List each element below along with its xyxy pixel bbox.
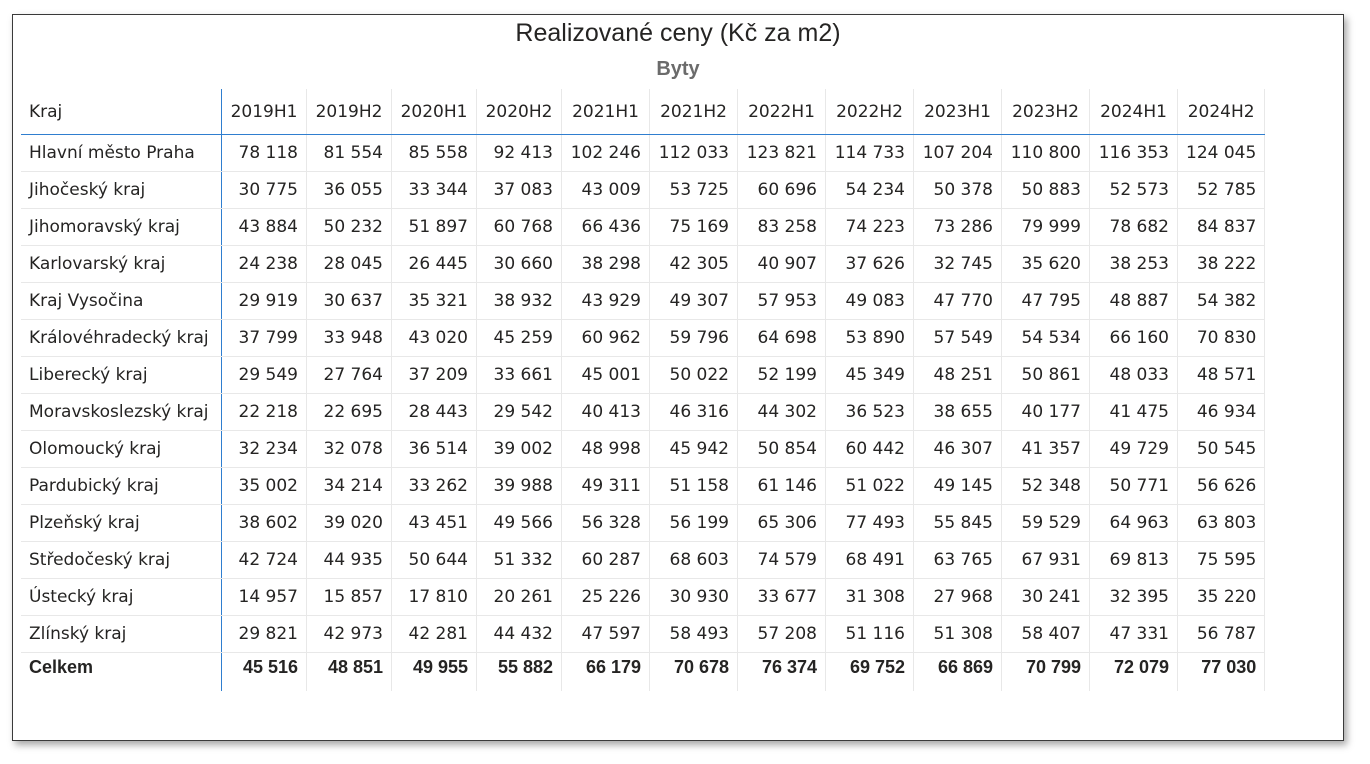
- value-cell: 52 573: [1090, 172, 1178, 209]
- value-cell: 38 298: [562, 246, 650, 283]
- value-cell: 35 620: [1002, 246, 1090, 283]
- total-cell: 48 851: [307, 653, 392, 692]
- table-row: [21, 505, 1265, 542]
- table-row: [21, 431, 1265, 468]
- value-cell: 32 395: [1090, 579, 1178, 616]
- value-cell: 35 002: [222, 468, 307, 505]
- value-cell: 66 436: [562, 209, 650, 246]
- value-cell: 57 953: [738, 283, 826, 320]
- value-cell: 26 445: [392, 246, 477, 283]
- value-cell: 83 258: [738, 209, 826, 246]
- value-cell: 56 199: [650, 505, 738, 542]
- value-cell: 66 160: [1090, 320, 1178, 357]
- value-cell: 25 226: [562, 579, 650, 616]
- value-cell: 59 796: [650, 320, 738, 357]
- value-cell: 64 963: [1090, 505, 1178, 542]
- column-header[interactable]: 2020H2: [477, 89, 562, 135]
- value-cell: 63 803: [1178, 505, 1265, 542]
- value-cell: 50 883: [1002, 172, 1090, 209]
- value-cell: 84 837: [1178, 209, 1265, 246]
- value-cell: 48 887: [1090, 283, 1178, 320]
- total-cell: 66 179: [562, 653, 650, 692]
- value-cell: 29 821: [222, 616, 307, 653]
- row-label: Středočeský kraj: [21, 542, 222, 579]
- value-cell: 114 733: [826, 135, 914, 172]
- value-cell: 42 973: [307, 616, 392, 653]
- value-cell: 112 033: [650, 135, 738, 172]
- value-cell: 38 253: [1090, 246, 1178, 283]
- row-label: Ústecký kraj: [21, 579, 222, 616]
- value-cell: 79 999: [1002, 209, 1090, 246]
- value-cell: 37 799: [222, 320, 307, 357]
- total-cell: 77 030: [1178, 653, 1265, 692]
- value-cell: 60 962: [562, 320, 650, 357]
- value-cell: 54 534: [1002, 320, 1090, 357]
- value-cell: 124 045: [1178, 135, 1265, 172]
- value-cell: 14 957: [222, 579, 307, 616]
- value-cell: 15 857: [307, 579, 392, 616]
- value-cell: 50 545: [1178, 431, 1265, 468]
- chart-title: Realizované ceny (Kč za m2): [515, 19, 841, 47]
- total-cell: 55 882: [477, 653, 562, 692]
- value-cell: 47 597: [562, 616, 650, 653]
- column-header[interactable]: 2021H1: [562, 89, 650, 135]
- value-cell: 60 696: [738, 172, 826, 209]
- value-cell: 50 378: [914, 172, 1002, 209]
- value-cell: 47 770: [914, 283, 1002, 320]
- value-cell: 44 302: [738, 394, 826, 431]
- value-cell: 52 199: [738, 357, 826, 394]
- value-cell: 40 177: [1002, 394, 1090, 431]
- value-cell: 45 001: [562, 357, 650, 394]
- value-cell: 59 529: [1002, 505, 1090, 542]
- value-cell: 37 083: [477, 172, 562, 209]
- value-cell: 85 558: [392, 135, 477, 172]
- value-cell: 30 775: [222, 172, 307, 209]
- row-label: Jihočeský kraj: [21, 172, 222, 209]
- value-cell: 47 331: [1090, 616, 1178, 653]
- value-cell: 41 357: [1002, 431, 1090, 468]
- value-cell: 48 571: [1178, 357, 1265, 394]
- value-cell: 30 637: [307, 283, 392, 320]
- column-header[interactable]: 2019H1: [222, 89, 307, 135]
- value-cell: 32 745: [914, 246, 1002, 283]
- value-cell: 52 348: [1002, 468, 1090, 505]
- value-cell: 63 765: [914, 542, 1002, 579]
- value-cell: 60 768: [477, 209, 562, 246]
- total-cell: 72 079: [1090, 653, 1178, 692]
- value-cell: 74 579: [738, 542, 826, 579]
- value-cell: 43 929: [562, 283, 650, 320]
- value-cell: 51 158: [650, 468, 738, 505]
- value-cell: 50 022: [650, 357, 738, 394]
- value-cell: 49 083: [826, 283, 914, 320]
- value-cell: 92 413: [477, 135, 562, 172]
- value-cell: 36 055: [307, 172, 392, 209]
- value-cell: 49 729: [1090, 431, 1178, 468]
- value-cell: 38 655: [914, 394, 1002, 431]
- value-cell: 75 595: [1178, 542, 1265, 579]
- value-cell: 43 451: [392, 505, 477, 542]
- value-cell: 32 078: [307, 431, 392, 468]
- value-cell: 43 884: [222, 209, 307, 246]
- value-cell: 33 677: [738, 579, 826, 616]
- value-cell: 38 222: [1178, 246, 1265, 283]
- value-cell: 38 602: [222, 505, 307, 542]
- value-cell: 27 968: [914, 579, 1002, 616]
- value-cell: 22 695: [307, 394, 392, 431]
- value-cell: 45 349: [826, 357, 914, 394]
- value-cell: 40 413: [562, 394, 650, 431]
- value-cell: 53 725: [650, 172, 738, 209]
- column-header[interactable]: 2022H2: [826, 89, 914, 135]
- value-cell: 30 241: [1002, 579, 1090, 616]
- value-cell: 58 407: [1002, 616, 1090, 653]
- value-cell: 24 238: [222, 246, 307, 283]
- value-cell: 27 764: [307, 357, 392, 394]
- value-cell: 32 234: [222, 431, 307, 468]
- table-row: [21, 357, 1265, 394]
- total-cell: 66 869: [914, 653, 1002, 692]
- value-cell: 60 287: [562, 542, 650, 579]
- value-cell: 51 116: [826, 616, 914, 653]
- total-cell: 45 516: [222, 653, 307, 692]
- row-label: Olomoucký kraj: [21, 431, 222, 468]
- value-cell: 110 800: [1002, 135, 1090, 172]
- table-row: [21, 246, 1265, 283]
- chart-subtitle: Byty: [656, 58, 700, 80]
- table-row: [21, 135, 1265, 172]
- value-cell: 61 146: [738, 468, 826, 505]
- value-cell: 43 009: [562, 172, 650, 209]
- value-cell: 30 660: [477, 246, 562, 283]
- value-cell: 81 554: [307, 135, 392, 172]
- table-row: [21, 209, 1265, 246]
- value-cell: 58 493: [650, 616, 738, 653]
- value-cell: 65 306: [738, 505, 826, 542]
- value-cell: 35 220: [1178, 579, 1265, 616]
- value-cell: 35 321: [392, 283, 477, 320]
- value-cell: 28 045: [307, 246, 392, 283]
- value-cell: 56 328: [562, 505, 650, 542]
- row-label: Jihomoravský kraj: [21, 209, 222, 246]
- value-cell: 116 353: [1090, 135, 1178, 172]
- value-cell: 74 223: [826, 209, 914, 246]
- value-cell: 54 234: [826, 172, 914, 209]
- value-cell: 29 919: [222, 283, 307, 320]
- table-row: [21, 283, 1265, 320]
- value-cell: 43 020: [392, 320, 477, 357]
- row-header-kraj[interactable]: Kraj: [21, 89, 222, 135]
- value-cell: 46 307: [914, 431, 1002, 468]
- value-cell: 68 491: [826, 542, 914, 579]
- value-cell: 36 523: [826, 394, 914, 431]
- value-cell: 34 214: [307, 468, 392, 505]
- value-cell: 49 145: [914, 468, 1002, 505]
- value-cell: 39 002: [477, 431, 562, 468]
- value-cell: 57 549: [914, 320, 1002, 357]
- row-label: Kraj Vysočina: [21, 283, 222, 320]
- row-label: Moravskoslezský kraj: [21, 394, 222, 431]
- value-cell: 28 443: [392, 394, 477, 431]
- value-cell: 46 934: [1178, 394, 1265, 431]
- table-row: [21, 579, 1265, 616]
- value-cell: 69 813: [1090, 542, 1178, 579]
- value-cell: 37 209: [392, 357, 477, 394]
- value-cell: 67 931: [1002, 542, 1090, 579]
- column-header[interactable]: 2021H2: [650, 89, 738, 135]
- row-label: Hlavní město Praha: [21, 135, 222, 172]
- value-cell: 49 307: [650, 283, 738, 320]
- value-cell: 33 262: [392, 468, 477, 505]
- value-cell: 78 118: [222, 135, 307, 172]
- value-cell: 50 854: [738, 431, 826, 468]
- total-cell: 76 374: [738, 653, 826, 692]
- value-cell: 50 232: [307, 209, 392, 246]
- value-cell: 30 930: [650, 579, 738, 616]
- value-cell: 54 382: [1178, 283, 1265, 320]
- value-cell: 77 493: [826, 505, 914, 542]
- value-cell: 56 787: [1178, 616, 1265, 653]
- table-row: [21, 394, 1265, 431]
- column-header[interactable]: 2023H2: [1002, 89, 1090, 135]
- value-cell: 48 998: [562, 431, 650, 468]
- total-cell: 70 799: [1002, 653, 1090, 692]
- value-cell: 60 442: [826, 431, 914, 468]
- value-cell: 49 311: [562, 468, 650, 505]
- column-header[interactable]: 2024H1: [1090, 89, 1178, 135]
- value-cell: 31 308: [826, 579, 914, 616]
- value-cell: 39 020: [307, 505, 392, 542]
- value-cell: 123 821: [738, 135, 826, 172]
- value-cell: 57 208: [738, 616, 826, 653]
- value-cell: 40 907: [738, 246, 826, 283]
- table-row: [21, 172, 1265, 209]
- value-cell: 70 830: [1178, 320, 1265, 357]
- value-cell: 29 549: [222, 357, 307, 394]
- value-cell: 68 603: [650, 542, 738, 579]
- value-cell: 73 286: [914, 209, 1002, 246]
- total-cell: 49 955: [392, 653, 477, 692]
- value-cell: 44 432: [477, 616, 562, 653]
- value-cell: 50 861: [1002, 357, 1090, 394]
- value-cell: 38 932: [477, 283, 562, 320]
- value-cell: 42 305: [650, 246, 738, 283]
- row-label: Královéhradecký kraj: [21, 320, 222, 357]
- header-row: [21, 89, 1265, 135]
- value-cell: 55 845: [914, 505, 1002, 542]
- value-cell: 44 935: [307, 542, 392, 579]
- value-cell: 29 542: [477, 394, 562, 431]
- value-cell: 64 698: [738, 320, 826, 357]
- value-cell: 53 890: [826, 320, 914, 357]
- value-cell: 45 942: [650, 431, 738, 468]
- column-header[interactable]: 2020H1: [392, 89, 477, 135]
- row-label: Zlínský kraj: [21, 616, 222, 653]
- total-cell: 69 752: [826, 653, 914, 692]
- value-cell: 46 316: [650, 394, 738, 431]
- value-cell: 41 475: [1090, 394, 1178, 431]
- column-header[interactable]: 2023H1: [914, 89, 1002, 135]
- row-label: Liberecký kraj: [21, 357, 222, 394]
- value-cell: 75 169: [650, 209, 738, 246]
- value-cell: 51 308: [914, 616, 1002, 653]
- value-cell: 50 771: [1090, 468, 1178, 505]
- table-body: [21, 135, 1265, 653]
- value-cell: 48 033: [1090, 357, 1178, 394]
- value-cell: 39 988: [477, 468, 562, 505]
- value-cell: 42 281: [392, 616, 477, 653]
- value-cell: 51 022: [826, 468, 914, 505]
- price-matrix-table: [21, 89, 1265, 691]
- value-cell: 51 897: [392, 209, 477, 246]
- value-cell: 51 332: [477, 542, 562, 579]
- value-cell: 47 795: [1002, 283, 1090, 320]
- value-cell: 42 724: [222, 542, 307, 579]
- value-cell: 50 644: [392, 542, 477, 579]
- table-row: [21, 542, 1265, 579]
- total-label: Celkem: [21, 653, 222, 692]
- column-header[interactable]: 2019H2: [307, 89, 392, 135]
- value-cell: 48 251: [914, 357, 1002, 394]
- value-cell: 17 810: [392, 579, 477, 616]
- column-header[interactable]: 2024H2: [1178, 89, 1265, 135]
- value-cell: 36 514: [392, 431, 477, 468]
- total-row: [21, 653, 1265, 692]
- value-cell: 33 948: [307, 320, 392, 357]
- value-cell: 102 246: [562, 135, 650, 172]
- row-label: Plzeňský kraj: [21, 505, 222, 542]
- value-cell: 20 261: [477, 579, 562, 616]
- value-cell: 33 344: [392, 172, 477, 209]
- row-label: Pardubický kraj: [21, 468, 222, 505]
- value-cell: 78 682: [1090, 209, 1178, 246]
- value-cell: 56 626: [1178, 468, 1265, 505]
- value-cell: 107 204: [914, 135, 1002, 172]
- value-cell: 52 785: [1178, 172, 1265, 209]
- value-cell: 22 218: [222, 394, 307, 431]
- value-cell: 45 259: [477, 320, 562, 357]
- value-cell: 37 626: [826, 246, 914, 283]
- column-header[interactable]: 2022H1: [738, 89, 826, 135]
- value-cell: 49 566: [477, 505, 562, 542]
- table-row: [21, 320, 1265, 357]
- value-cell: 33 661: [477, 357, 562, 394]
- table-row: [21, 616, 1265, 653]
- matrix-visual: [12, 14, 1344, 741]
- row-label: Karlovarský kraj: [21, 246, 222, 283]
- table-row: [21, 468, 1265, 505]
- total-cell: 70 678: [650, 653, 738, 692]
